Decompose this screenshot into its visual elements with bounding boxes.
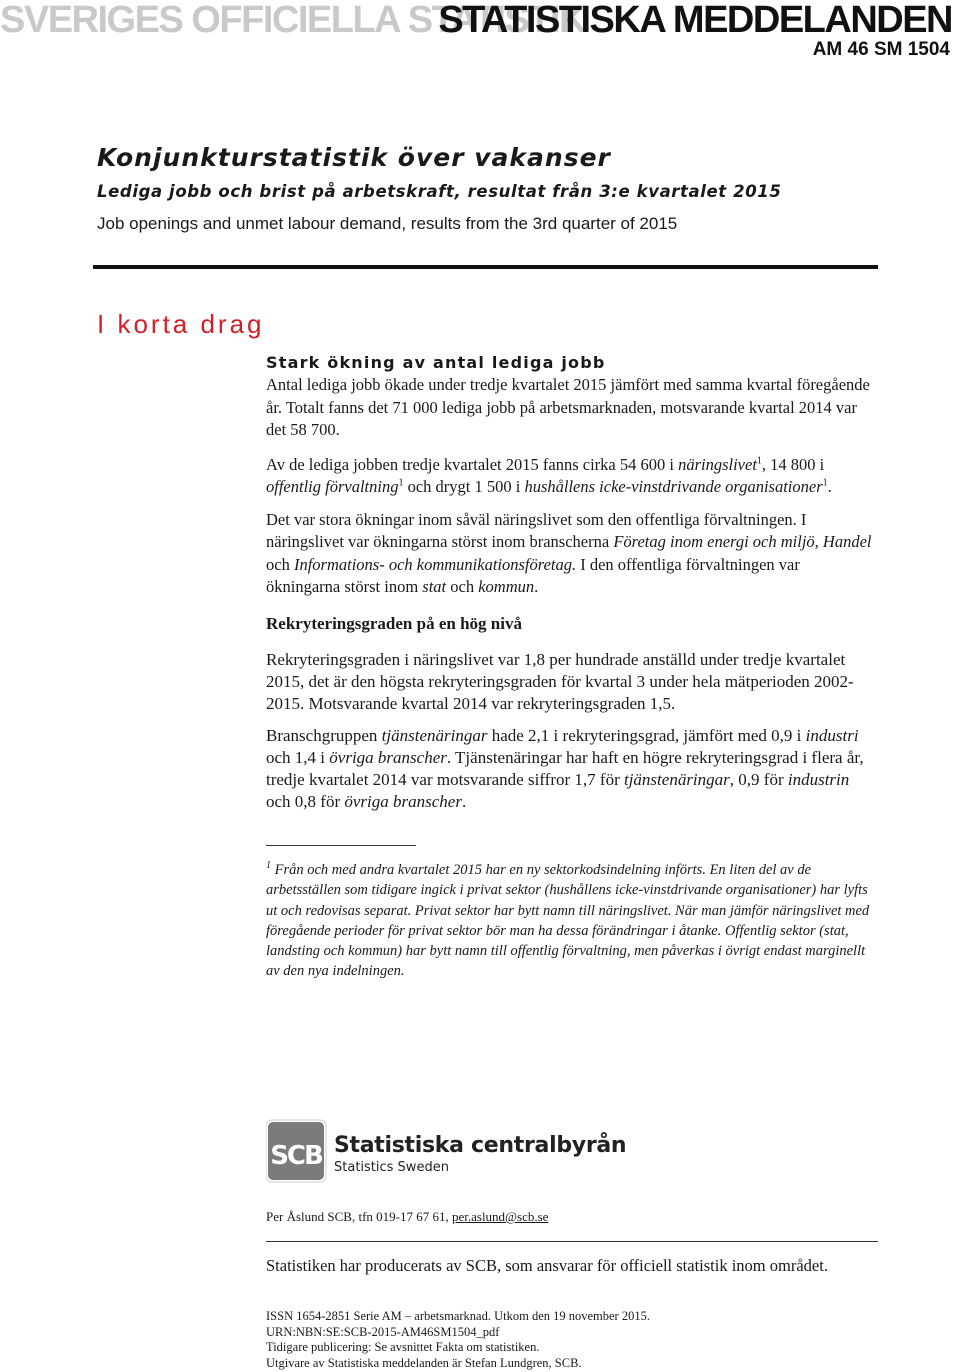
- footnote-marker: 1: [266, 860, 271, 872]
- banner-statistical-reports: STATISTISKA MEDDELANDEN: [438, 0, 952, 40]
- paragraph-recruitment-rate: Rekryteringsgraden i näringslivet var 1,8 per hundrade anställd under tredje kvartalet 2015, det är den högsta rekryteringsgraden för kvartal 3 under hela mätperioden 2002-2015. Motsvarande kvartal 2014 var rekryteringsgraden 1,5.: [266, 650, 854, 713]
- logo-subname: Statistics Sweden: [334, 1160, 449, 1175]
- section-heading: I korta drag: [97, 309, 265, 339]
- footnote: [266, 860, 878, 982]
- document-subtitle-english: Job openings and unmet labour demand, results from the 3rd quarter of 2015: [97, 214, 678, 233]
- scb-logo-mark: [268, 1122, 324, 1180]
- meta-issn: ISSN 1654-2851 Serie AM – arbetsmarknad. Utkom den 19 november 2015.: [266, 1309, 650, 1323]
- series-id: AM 46 SM 1504: [812, 39, 950, 60]
- footnote-ref: 1: [398, 477, 404, 489]
- meta-previous: Tidigare publicering: Se avsnittet Fakta om statistiken.: [266, 1340, 540, 1354]
- paragraph-industry-increases: Det var stora ökningar inom såväl näringslivet som den offentliga förvaltningen. I näringslivet var ökningarna störst inom branscherna Företag inom energi och miljö, Handel och Informations- och kommunikationsföretag. I den offentliga förvaltningen var ökningarna störst inom stat och kommun.: [266, 509, 872, 596]
- meta-publisher: Utgivare av Statistiska meddelanden är Stefan Lundgren, SCB.: [266, 1355, 582, 1370]
- paragraph-branch-groups: Branschgruppen tjänstenäringar hade 2,1 i rekryteringsgrad, jämfört med 0,9 i industri och 1,4 i övriga branscher. Tjänstenäringar har haft en högre rekryteringsgrad i flera år, tredje kvartalet 2014 var motsvarande siffror 1,7 för tjänstenäringar, 0,9 för industrin och 0,8 för övriga branscher.: [266, 726, 864, 811]
- document-title: Konjunkturstatistik över vakanser: [97, 143, 611, 172]
- footnote-text: Från och med andra kvartalet 2015 har en ny sektorkodsindelning införts. En liten del av de arbetsställen som tidigare ingick i privat sektor (hushållens icke-vinstdrivande organisationer) har lyfts ut och redovisas separat. Privat sektor har bytt namn till näringslivet. När man jämför näringslivet med föregående perioder för privat sektor bör man ha dessa förändringar i åtanke. Offentlig sektor (stat, landsting och kommun) har bytt namn till offentlig förvaltning, men påverkas i övrigt endast marginellt av den nya indelningen.: [266, 862, 870, 980]
- top-banner: [0, 0, 960, 40]
- footnote-ref: 1: [756, 455, 762, 466]
- banner-official-statistics: SVERIGES OFFICIELLA STATISTIK: [0, 0, 585, 40]
- contact-email-link[interactable]: per.aslund@scb.se: [451, 1209, 549, 1224]
- producer-statement: Statistiken har producerats av SCB, som ansvarar för officiell statistik inom området.: [266, 1256, 828, 1275]
- footnote-ref: 1: [822, 477, 828, 489]
- logo-name: Statistiska centralbyrån: [334, 1133, 627, 1158]
- contact-line: Per Åslund SCB, tfn 019-17 67 61, per.aslund@scb.se: [266, 1209, 549, 1224]
- title-divider: [93, 265, 878, 269]
- meta-urn: URN:NBN:SE:SCB-2015-AM46SM1504_pdf: [266, 1324, 500, 1339]
- summary-body: [266, 352, 878, 823]
- scb-logo-letters: SCB: [270, 1141, 322, 1171]
- subheading-job-increase: Stark ökning av antal lediga jobb: [266, 353, 606, 372]
- subheading-recruitment-rate: Rekryteringsgraden på en hög nivå: [266, 613, 522, 633]
- footnote-divider: [266, 845, 416, 846]
- contact-divider: [266, 1241, 878, 1242]
- publication-metadata: [266, 1309, 878, 1371]
- paragraph-sector-breakdown: Av de lediga jobben tredje kvartalet 2015 fanns cirka 54 600 i näringslivet$^1$, 14 800 i offentlig förvaltning$^1$ och drygt 1 500 i hushållens icke-vinstdrivande organisationer$^1$.: [266, 454, 832, 496]
- paragraph-job-totals: Antal lediga jobb ökade under tredje kvartalet 2015 jämfört med samma kvartal föregående år. Totalt fanns det 71 000 lediga jobb på arbetsmarknaden, motsvarande kvartal 2014 var det 58 700.: [266, 375, 870, 439]
- document-subtitle: Lediga jobb och brist på arbetskraft, resultat från 3:e kvartalet 2015: [97, 182, 782, 201]
